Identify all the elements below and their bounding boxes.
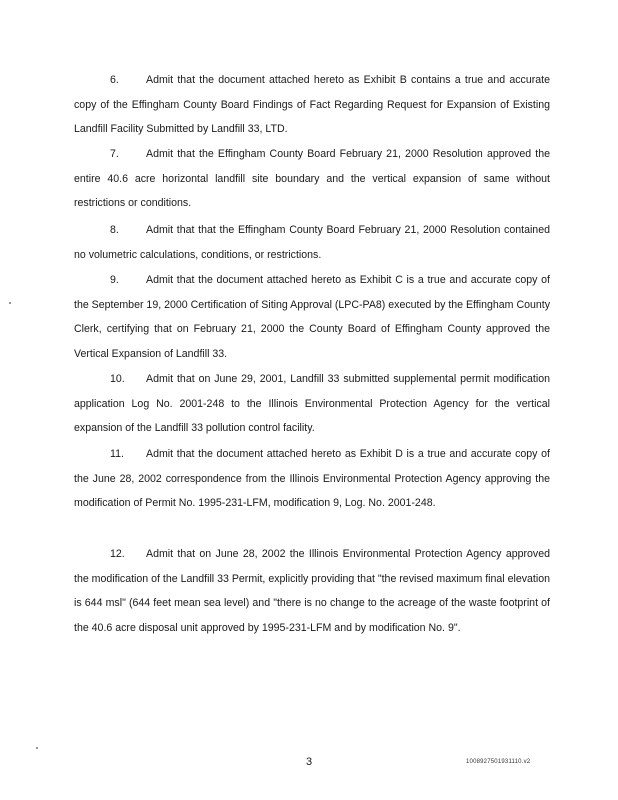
paragraph-number: 7.	[110, 148, 119, 160]
paragraph-number: 8.	[110, 224, 119, 236]
paragraph-text: Admit that the document attached hereto as Exhibit D is a true and accurate copy of the June 28, 2002 correspondence from the Illinois Environmental Protection Agency approving the modification of Permit No. 1995-231-LFM, modification 9, Log. No. 2001-248.	[74, 448, 550, 510]
page-number: 3	[306, 756, 313, 768]
request-paragraph-12	[74, 542, 550, 640]
scan-speck	[36, 747, 38, 749]
request-paragraph-7	[74, 142, 550, 216]
request-paragraph-6	[74, 68, 550, 142]
request-paragraph-9	[74, 268, 550, 366]
paragraph-number: 11.	[110, 448, 124, 460]
paragraph-text: Admit that the Effingham County Board February 21, 2000 Resolution approved the entire 40.6 acre horizontal landfill site boundary and the vertical expansion of same without restrictions or conditions.	[74, 148, 550, 210]
paragraph-text: Admit that that the Effingham County Board February 21, 2000 Resolution contained no volumetric calculations, conditions, or restrictions.	[74, 224, 550, 261]
scan-speck	[9, 302, 11, 304]
request-paragraph-10	[74, 367, 550, 441]
paragraph-text: Admit that the document attached hereto as Exhibit B contains a true and accurate copy of the Effingham County Board Findings of Fact Regarding Request for Expansion of Existing Landfill Facility Submitted by Landfill 33, LTD.	[74, 74, 550, 136]
paragraph-number: 9.	[110, 274, 119, 286]
paragraph-text: Admit that the document attached hereto as Exhibit C is a true and accurate copy of the September 19, 2000 Certification of Siting Approval (LPC-PA8) executed by the Effingham County Clerk, certifying that on February 21, 2000 the County Board of Effingham County approved the Vertical Expansion of Landfill 33.	[74, 274, 551, 360]
request-paragraph-8	[74, 218, 550, 267]
paragraph-text: Admit that on June 29, 2001, Landfill 33 submitted supplemental permit modification application Log No. 2001-248 to the Illinois Environmental Protection Agency for the vertical expansion of the Landfill 33 pollution control facility.	[74, 373, 550, 435]
paragraph-text: Admit that on June 28, 2002 the Illinois Environmental Protection Agency approved the modification of the Landfill 33 Permit, explicitly providing that "the revised maximum final elevation is 644 msl" (644 feet mean sea level) and "there is no change to the acreage of the waste footprint of the 40.6 acre disposal unit approved by 1995-231-LFM and by modification No. 9".	[74, 548, 551, 634]
paragraph-number: 12.	[110, 548, 125, 560]
document-id: 1008927501931110.v2	[466, 759, 531, 765]
paragraph-number: 10.	[110, 373, 125, 385]
request-paragraph-11	[74, 442, 550, 516]
paragraph-number: 6.	[110, 74, 119, 86]
